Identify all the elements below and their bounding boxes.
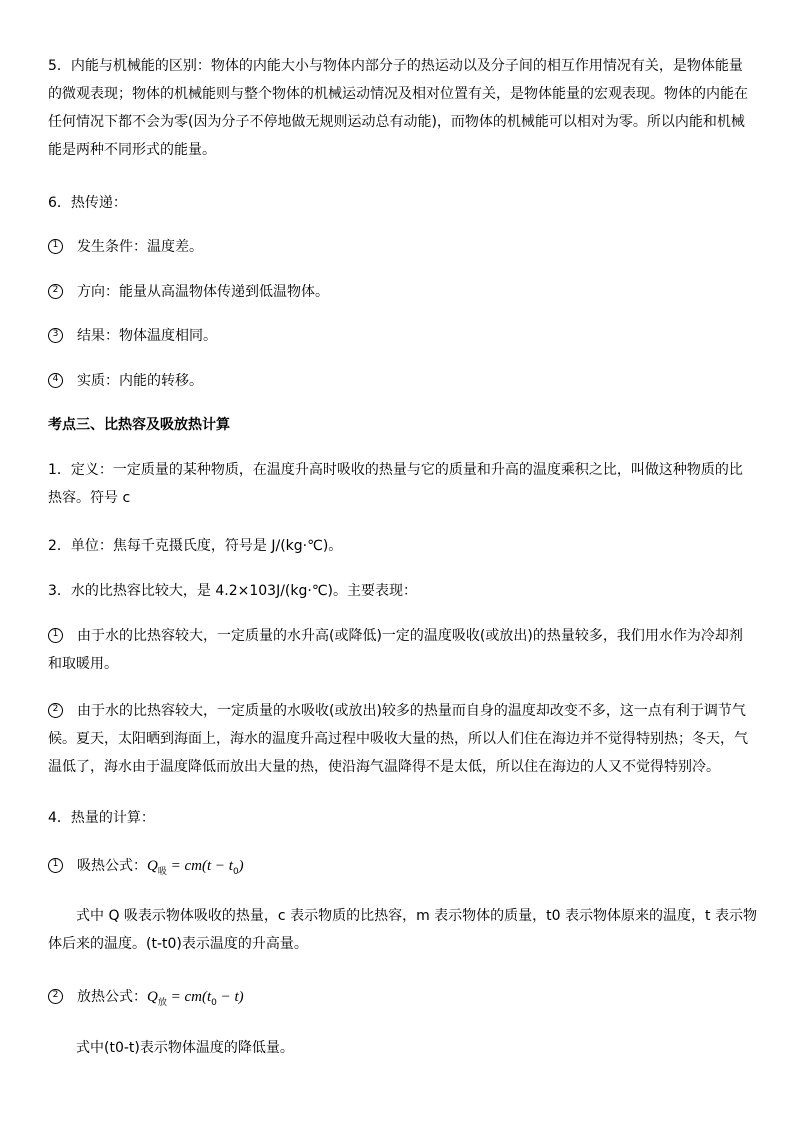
circled-number-icon: 3 — [48, 328, 63, 343]
text-line — [48, 622, 748, 650]
absorb-formula — [147, 858, 244, 877]
circled-number-icon: 4 — [48, 373, 63, 388]
paragraph-definition — [48, 456, 748, 512]
text-line-content: 由于水的比热容较大，一定质量的水升高(或降低)一定的温度吸收(或放出)的热量较多，我们用水作为冷却剂 — [77, 628, 743, 644]
heat-transfer-title: 6．热传递： — [48, 195, 127, 211]
list-item-text: 结果：物体温度相同。 — [77, 328, 217, 344]
formula-subscript: 放 — [157, 998, 167, 1008]
formula-q: Q — [147, 989, 158, 1005]
text-line: 热容。符号 c — [48, 490, 131, 506]
text-line: 5．内能与机械能的区别：物体的内能大小与物体内部分子的热运动以及分子间的相互作用情况有关，是物体能量 — [48, 58, 743, 74]
list-item-text: 实质：内能的转移。 — [77, 373, 203, 389]
text-line: 能是两种不同形式的能量。 — [48, 142, 216, 158]
list-item-water-climate — [48, 697, 748, 781]
text-line: 温低了，海水由于温度降低而放出大量的热，使沿海气温降得不是太低，所以住在海边的人又不觉得特别冷。 — [48, 759, 720, 775]
formula-subscript-zero: 0 — [211, 998, 217, 1008]
formula-close: ) — [238, 858, 244, 874]
text-line: 式中 Q 吸表示物体吸收的热量，c 表示物质的比热容，m 表示物体的质量，t0 表示物体原来的温度，t 表示物 — [76, 908, 757, 924]
release-formula — [147, 989, 244, 1008]
circled-number-icon: 2 — [48, 703, 63, 718]
list-item-essence — [48, 367, 748, 395]
list-item-water-coolant — [48, 622, 748, 678]
list-item-condition — [48, 233, 748, 261]
text-line: 1．定义：一定质量的某种物质，在温度升高时吸收的热量与它的质量和升高的温度乘积之比，叫做这种物质的比 — [48, 462, 743, 478]
paragraph-unit: 2．单位：焦每千克摄氏度，符号是 J/(kg·℃)。 — [48, 538, 343, 554]
text-line-content: 由于水的比热容较大，一定质量的水吸收(或放出)较多的热量而自身的温度却改变不多，这一点有利于调节气 — [77, 703, 746, 719]
list-item-direction — [48, 278, 748, 306]
formula-close: − t) — [216, 989, 244, 1005]
absorb-formula-line — [48, 852, 748, 886]
formula-label: 放热公式： — [77, 989, 147, 1005]
release-explanation: 式中(t0-t)表示物体温度的降低量。 — [76, 1040, 294, 1056]
text-line: 任何情况下都不会为零(因为分子不停地做无规则运动总有动能)，而物体的机械能可以相对为零。所以内能和机械 — [48, 114, 745, 130]
text-line: 体后来的温度。(t-t0)表示温度的升高量。 — [48, 936, 308, 952]
circled-number-icon: 1 — [48, 858, 63, 873]
list-item-text: 发生条件：温度差。 — [77, 239, 203, 255]
text-line: 候。夏天，太阳晒到海面上，海水的温度升高过程中吸收大量的热，所以人们住在海边并不觉得特别热；冬天，气 — [48, 731, 748, 747]
paragraph-water-specific-heat: 3．水的比热容比较大，是 4.2×103J/(kg·℃)。主要表现： — [48, 583, 418, 599]
list-item-result — [48, 322, 748, 350]
paragraph-internal-vs-mechanical-energy — [48, 52, 748, 164]
formula-subscript-zero: 0 — [232, 867, 239, 877]
circled-number-icon: 1 — [48, 628, 63, 643]
list-item-text: 方向：能量从高温物体传递到低温物体。 — [77, 284, 329, 300]
circled-number-icon: 2 — [48, 284, 63, 299]
circled-number-icon: 1 — [48, 239, 63, 254]
section-heading: 考点三、比热容及吸放热计算 — [48, 417, 230, 433]
formula-subscript: 吸 — [157, 867, 167, 877]
release-formula-line — [48, 983, 748, 1017]
formula-label: 吸热公式： — [77, 858, 147, 874]
formula-q: Q — [147, 858, 158, 874]
text-line — [48, 697, 748, 725]
formula-body: = cm(t — [170, 989, 212, 1005]
formula-body: = cm(t − t — [170, 858, 233, 874]
absorb-explanation — [48, 902, 757, 958]
text-line: 和取暖用。 — [48, 656, 118, 672]
text-line: 的微观表现；物体的机械能则与整个物体的机械运动情况及相对位置有关，是物体能量的宏观表现。物体的内能在 — [48, 86, 748, 102]
heat-calculation-title: 4．热量的计算： — [48, 810, 155, 826]
circled-number-icon: 2 — [48, 989, 63, 1004]
